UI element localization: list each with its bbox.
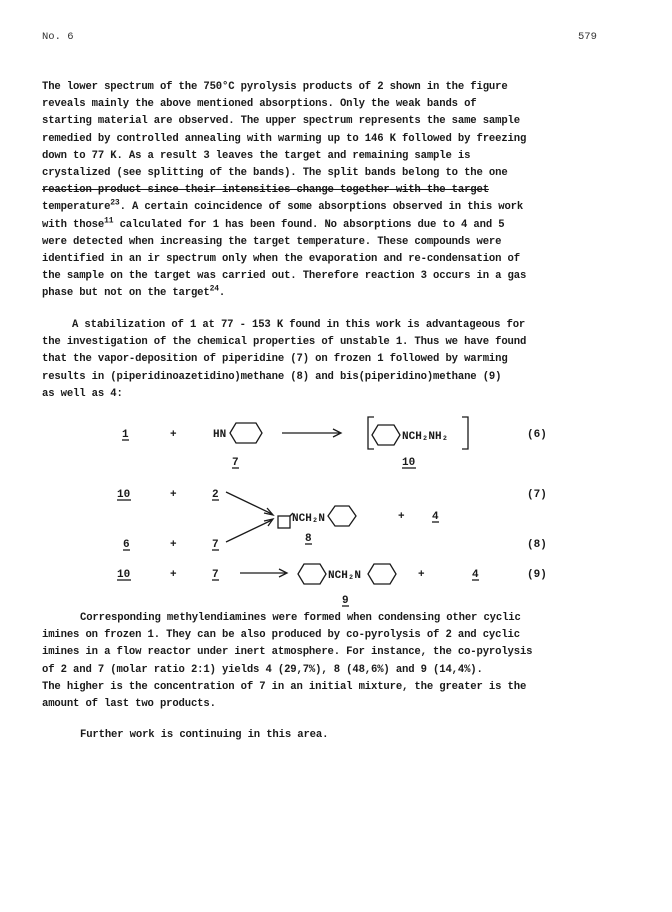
eq7-plus: + bbox=[170, 489, 177, 501]
text-fragment: temperature bbox=[42, 201, 111, 214]
eq6-product-label: 10 bbox=[402, 457, 416, 469]
eq9-reactant-1: 10 bbox=[117, 569, 131, 581]
text-line: down to 77 K. As a result 3 leaves the target and remaining sample is bbox=[42, 149, 471, 162]
eq8-reactant-1: 6 bbox=[123, 539, 130, 551]
paragraph-1 bbox=[42, 79, 632, 303]
eq7-product-label: 8 bbox=[305, 533, 312, 545]
piperidine-ring bbox=[372, 425, 400, 445]
eq9-product-text: NCH₂N bbox=[328, 570, 362, 582]
text-line: imines on frozen 1. They can be also produced by co-pyrolysis of 2 and cyclic bbox=[42, 629, 520, 642]
paragraph-3 bbox=[42, 610, 632, 713]
text-line: amount of last two products. bbox=[42, 698, 216, 711]
text-line bbox=[42, 199, 632, 216]
eq7-byproduct: 4 bbox=[432, 511, 439, 523]
right-bracket bbox=[462, 417, 468, 449]
piperidine-ring bbox=[368, 564, 396, 584]
eq7-reactant-1: 10 bbox=[117, 489, 131, 501]
eq6-reagent-hn: HN bbox=[213, 429, 227, 441]
eq6-reagent-label: 7 bbox=[232, 457, 239, 469]
text-line: reveals mainly the above mentioned absorptions. Only the weak bands of bbox=[42, 98, 477, 111]
reference-superscript: 11 bbox=[104, 216, 114, 226]
eq7-plus-2: + bbox=[398, 511, 405, 523]
text-line: were detected when increasing the target temperature. These compounds were bbox=[42, 235, 502, 248]
eq6-product-text: NCH₂NH₂ bbox=[402, 431, 449, 443]
text-line: remedied by controlled annealing with warming up to 146 K followed by freezing bbox=[42, 132, 527, 145]
eq9-byproduct: 4 bbox=[472, 569, 479, 581]
text-line-struck: reaction product since their intensities change together with the target bbox=[42, 184, 489, 197]
eq9-plus-2: + bbox=[418, 569, 425, 581]
reaction-scheme bbox=[0, 410, 672, 610]
eq8-reactant-2: 7 bbox=[212, 539, 219, 551]
piperidine-ring bbox=[230, 423, 262, 443]
eq7-number: (7) bbox=[527, 489, 547, 501]
paragraph-2 bbox=[42, 317, 632, 403]
azetidine-ring bbox=[278, 516, 290, 528]
text-fragment: . bbox=[218, 287, 226, 300]
eq7-product-text: NCH₂N bbox=[292, 513, 326, 525]
text-line bbox=[42, 285, 632, 302]
text-line: The lower spectrum of the 750°C pyrolysis products of 2 shown in the figure bbox=[42, 81, 508, 93]
reference-superscript: 23 bbox=[110, 198, 120, 208]
text-line: the sample on the target was carried out. Therefore reaction 3 occurs in a gas bbox=[42, 270, 527, 283]
page-number: 579 bbox=[578, 31, 597, 43]
text-line: The higher is the concentration of 7 in an initial mixture, the greater is the bbox=[42, 680, 527, 693]
eq6-number: (6) bbox=[527, 429, 547, 441]
reference-superscript: 24 bbox=[209, 284, 219, 294]
text-line: the investigation of the chemical properties of unstable 1. Thus we have found bbox=[42, 336, 527, 349]
piperidine-ring bbox=[298, 564, 326, 584]
eq8-number: (8) bbox=[527, 539, 547, 551]
piperidine-ring bbox=[328, 506, 356, 526]
text-line bbox=[42, 217, 632, 234]
text-line: Corresponding methylendiamines were formed when condensing other cyclic bbox=[80, 612, 521, 624]
text-line: crystalized (see splitting of the bands). The split bands belong to the one bbox=[42, 167, 508, 180]
eq6-plus: + bbox=[170, 429, 177, 441]
text-line: Further work is continuing in this area. bbox=[80, 729, 329, 741]
text-fragment: with those bbox=[42, 218, 105, 231]
text-line: that the vapor-deposition of piperidine (7) on frozen 1 followed by warming bbox=[42, 353, 508, 366]
text-line: as well as 4: bbox=[42, 387, 123, 400]
eq9-product-label: 9 bbox=[342, 595, 349, 607]
text-line: starting material are observed. The upper spectrum represents the same sample bbox=[42, 115, 520, 128]
eq6-reactant-1: 1 bbox=[122, 429, 129, 441]
eq7-reactant-2: 2 bbox=[212, 489, 219, 501]
text-line: A stabilization of 1 at 77 - 153 K found in this work is advantageous for bbox=[72, 319, 526, 331]
text-fragment: . A certain coincidence of some absorptions observed in this work bbox=[119, 201, 524, 214]
paragraph-4 bbox=[42, 727, 632, 744]
text-fragment: phase but not on the target bbox=[42, 287, 210, 300]
text-line: identified in an ir spectrum only when the evaporation and re-condensation of bbox=[42, 253, 520, 266]
journal-issue: No. 6 bbox=[42, 31, 74, 43]
eq9-reactant-2: 7 bbox=[212, 569, 219, 581]
text-fragment: calculated for 1 has been found. No absorptions due to 4 and 5 bbox=[113, 218, 505, 231]
eq8-plus: + bbox=[170, 539, 177, 551]
eq9-plus: + bbox=[170, 569, 177, 581]
eq9-number: (9) bbox=[527, 569, 547, 581]
text-line: results in (piperidinoazetidino)methane (8) and bis(piperidino)methane (9) bbox=[42, 370, 502, 383]
text-line: of 2 and 7 (molar ratio 2:1) yields 4 (29,7%), 8 (48,6%) and 9 (14,4%). bbox=[42, 663, 483, 676]
text-line: imines in a flow reactor under inert atmosphere. For instance, the co-pyrolysis bbox=[42, 646, 533, 659]
